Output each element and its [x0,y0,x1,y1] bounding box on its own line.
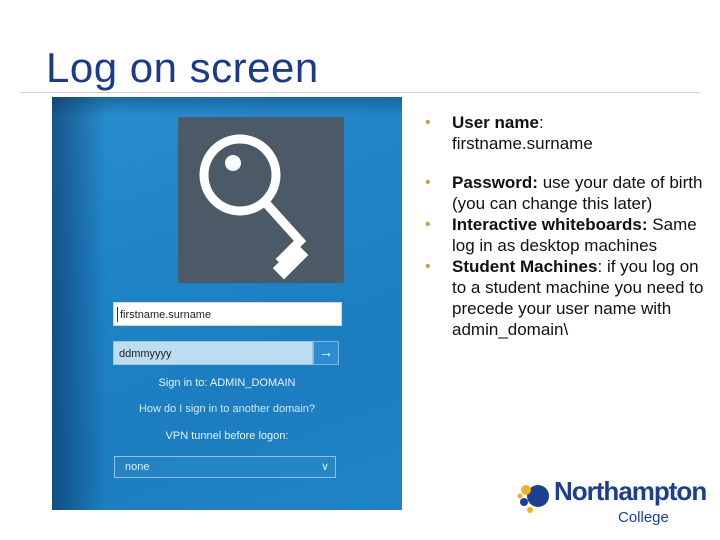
bullet-list [425,112,715,340]
bullet-dot: • [425,174,431,191]
logo-mark-icon [516,478,554,516]
sign-in-domain-label: Sign in to: ADMIN_DOMAIN [158,377,296,389]
bullet-dot: • [425,258,431,275]
bullet-label: Password: [452,173,538,192]
bullet-text: if you log on to a student machine you need to precede your user name with admin_domain\ [452,257,704,339]
bullet-dot: • [425,114,431,131]
other-domain-link[interactable]: How do I sign in to another domain? [138,403,316,415]
bullet-password [425,172,715,214]
title-divider [20,92,700,93]
bullet-text: use your date of birth (you can change this later) [452,173,703,213]
chevron-down-icon: ∨ [320,461,329,473]
bullet-dot: • [425,216,431,233]
username-value: firstname.surname [120,309,212,321]
photo-shadow-top [52,97,402,117]
bullet-text: firstname.surname [452,134,593,153]
bullet-suffix: : [538,113,544,132]
northampton-college-logo [516,476,707,532]
vpn-select[interactable] [114,456,336,478]
submit-arrow-button[interactable] [313,341,339,365]
bullet-label: Interactive whiteboards: [452,215,648,234]
bullet-suffix: : [597,257,603,276]
slide-title: Log on screen [46,44,319,91]
text-caret [117,307,118,322]
bullet-label: Student Machines [452,257,598,276]
password-field[interactable] [113,341,313,365]
logo-name: Northampton [554,476,707,506]
password-value: ddmmyyyy [119,348,172,360]
arrow-right-icon: → [318,344,334,361]
bullet-whiteboards [425,214,715,256]
bullet-username [425,112,715,154]
key-icon [178,117,344,283]
vpn-selected-value: none [125,461,150,473]
bullet-label: User name [452,113,539,132]
logo-subtitle: College [618,509,669,526]
vpn-label: VPN tunnel before logon: [165,430,289,442]
spacer [425,154,715,172]
login-screen-photo [52,97,402,510]
bullet-student-machines [425,256,715,340]
username-field[interactable] [113,302,342,326]
photo-shadow [52,97,107,510]
password-row [113,341,339,365]
bullet-text: Same log in as desktop machines [452,215,697,255]
